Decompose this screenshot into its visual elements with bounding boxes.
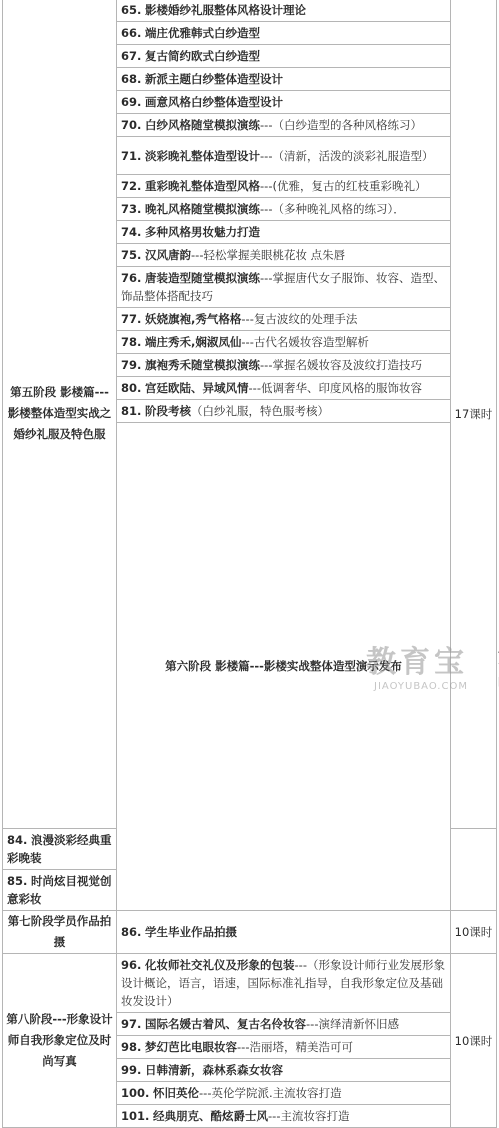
lesson-title: 影楼婚纱礼服整体风格设计理论: [145, 3, 307, 17]
lesson-item: [117, 0, 451, 22]
lesson-item: [117, 331, 451, 354]
lesson-title: 端庄秀禾,娴淑凤仙: [145, 335, 242, 349]
lesson-title: 白纱风格随堂模拟演练: [145, 118, 261, 132]
stage-hours: 10课时: [451, 954, 497, 1128]
lesson-title: 重彩晚礼整体造型风格: [145, 179, 261, 193]
lesson-item: [117, 954, 451, 1013]
lesson-number: 101.: [121, 1109, 150, 1123]
lesson-desc: ---（形象设计师行业发展形象设计概论，语言，语速，国际标准礼指导，自我形象定位及基础妆发设计）: [121, 958, 445, 1008]
stage-hours: 17课时: [451, 0, 497, 829]
lesson-desc: ---掌握唐代女子服饰、妆容、造型、饰品整体搭配技巧: [121, 271, 445, 303]
lesson-item: [3, 829, 117, 870]
lesson-item: [117, 267, 451, 308]
lesson-item: [117, 1059, 451, 1082]
lesson-title: 学生毕业作品拍摄: [145, 925, 238, 939]
lesson-number: 76.: [121, 271, 142, 285]
lesson-item: [117, 354, 451, 377]
lesson-number: 99.: [121, 1063, 142, 1077]
lesson-number: 68.: [121, 72, 142, 86]
stage-title: 第六阶段 影楼篇---影楼实战整体造型演示发布: [117, 423, 451, 911]
lesson-number: 77.: [121, 312, 142, 326]
lesson-number: 71.: [121, 148, 142, 163]
lesson-title: 日韩清新，森林系森女妆容: [145, 1063, 284, 1077]
lesson-title: 怀旧英伦: [153, 1086, 200, 1100]
lesson-item: [117, 45, 451, 68]
lesson-desc: ---掌握名媛妆容及波纹打造技巧: [260, 358, 422, 372]
lesson-item: [117, 244, 451, 267]
lesson-number: 72.: [121, 179, 142, 193]
lesson-desc: ---演绎清新怀旧感: [306, 1017, 399, 1031]
lesson-title: 旗袍秀禾随堂模拟演练: [145, 358, 261, 372]
lesson-title: 新派主题白纱整体造型设计: [145, 72, 284, 86]
lesson-desc: ---（清新，活泼的淡彩礼服造型）: [260, 148, 434, 163]
lesson-title: 时尚炫目视觉创意彩妆: [7, 874, 112, 906]
lesson-title: 端庄优雅韩式白纱造型: [145, 26, 261, 40]
lesson-item: [117, 308, 451, 331]
lesson-desc: ---复古波纹的处理手法: [241, 312, 358, 326]
lesson-number: 98.: [121, 1040, 142, 1054]
curriculum-table: [2, 0, 497, 1128]
lesson-desc: ---浩丽塔，精美浩可可: [237, 1040, 353, 1054]
stage-title: 第七阶段学员作品拍摄: [3, 911, 117, 954]
lesson-title: 经典朋克、酷炫爵士风: [153, 1109, 269, 1123]
lesson-number: 78.: [121, 335, 142, 349]
lesson-desc: ---（多种晚礼风格的练习）．: [260, 202, 405, 216]
lesson-number: 79.: [121, 358, 142, 372]
stage-title: 第五阶段 影楼篇---影楼整体造型实战之婚纱礼服及特色服: [3, 0, 117, 829]
table-row: [3, 0, 497, 22]
lesson-item: [117, 68, 451, 91]
lesson-item: [117, 1105, 451, 1128]
lesson-title: 画意风格白纱整体造型设计: [145, 95, 284, 109]
lesson-title: 浪漫淡彩经典重彩晚装: [7, 833, 112, 865]
lesson-desc: ---(优雅，复古的红枝重彩晚礼）: [260, 179, 427, 193]
lesson-title: 妖娆旗袍,秀气格格: [145, 312, 242, 326]
lesson-item: [117, 911, 451, 954]
watermark-text-cn: 教育宝: [366, 645, 468, 680]
lesson-title: 淡彩晚礼整体造型设计: [145, 148, 261, 163]
lesson-number: 69.: [121, 95, 142, 109]
lesson-item: [117, 198, 451, 221]
lesson-number: 70.: [121, 118, 142, 132]
lesson-title: 阶段考核: [145, 404, 192, 418]
lesson-number: 73.: [121, 202, 142, 216]
lesson-title: 国际名媛古着风、复古名伶妆容: [145, 1017, 307, 1031]
lesson-title: 复古简约欧式白纱造型: [145, 49, 261, 63]
lesson-item: [117, 400, 451, 423]
lesson-desc: ---低调奢华、印度风格的服饰妆容: [248, 381, 422, 395]
lesson-desc: ---（白纱造型的各种风格练习）: [260, 118, 422, 132]
lesson-title: 唐装造型随堂模拟演练: [145, 271, 261, 285]
lesson-number: 67.: [121, 49, 142, 63]
lesson-item: [3, 870, 117, 911]
stage-hours: 10课时: [451, 911, 497, 954]
lesson-number: 66.: [121, 26, 142, 40]
lesson-number: 96.: [121, 958, 142, 972]
lesson-item: [117, 377, 451, 400]
lesson-number: 86.: [121, 925, 142, 939]
lesson-item: [117, 1013, 451, 1036]
lesson-item: [117, 114, 451, 137]
lesson-number: 85.: [7, 874, 28, 888]
lesson-title: 化妆师社交礼仪及形象的包装: [145, 958, 295, 972]
lesson-item: [117, 1036, 451, 1059]
lesson-desc: ---主流妆容打造: [268, 1109, 350, 1123]
lesson-title: 多种风格男妆魅力打造: [145, 225, 261, 239]
lesson-title: 汉风唐韵: [145, 248, 192, 262]
lesson-number: 65.: [121, 3, 142, 17]
stage-title: 第八阶段---形象设计师自我形象定位及时尚写真: [3, 954, 117, 1128]
lesson-number: 97.: [121, 1017, 142, 1031]
lesson-number: 100.: [121, 1086, 150, 1100]
lesson-desc: （白纱礼服，特色服考核）: [191, 404, 330, 418]
lesson-title: 晚礼风格随堂模拟演练: [145, 202, 261, 216]
lesson-item: [117, 1082, 451, 1105]
lesson-item: [117, 175, 451, 198]
lesson-desc: ---英伦学院派.主流妆容打造: [199, 1086, 342, 1100]
watermark-text-en: JIAOYUBAO.COM: [374, 681, 468, 692]
lesson-title: 宫廷欧陆、异域风情: [145, 381, 249, 395]
lesson-item: [117, 137, 451, 175]
lesson-item: [117, 91, 451, 114]
table-row: [3, 954, 497, 1013]
lesson-desc: ---轻松掌握美眼桃花妆 点朱唇: [191, 248, 346, 262]
lesson-number: 75.: [121, 248, 142, 262]
lesson-number: 81.: [121, 404, 142, 418]
table-row: [3, 911, 497, 954]
lesson-number: 80.: [121, 381, 142, 395]
lesson-desc: ---古代名媛妆容造型解析: [241, 335, 369, 349]
lesson-title: 梦幻芭比电眼妆容: [145, 1040, 238, 1054]
lesson-item: [117, 22, 451, 45]
lesson-item: [117, 221, 451, 244]
lesson-number: 84.: [7, 833, 28, 847]
lesson-number: 74.: [121, 225, 142, 239]
